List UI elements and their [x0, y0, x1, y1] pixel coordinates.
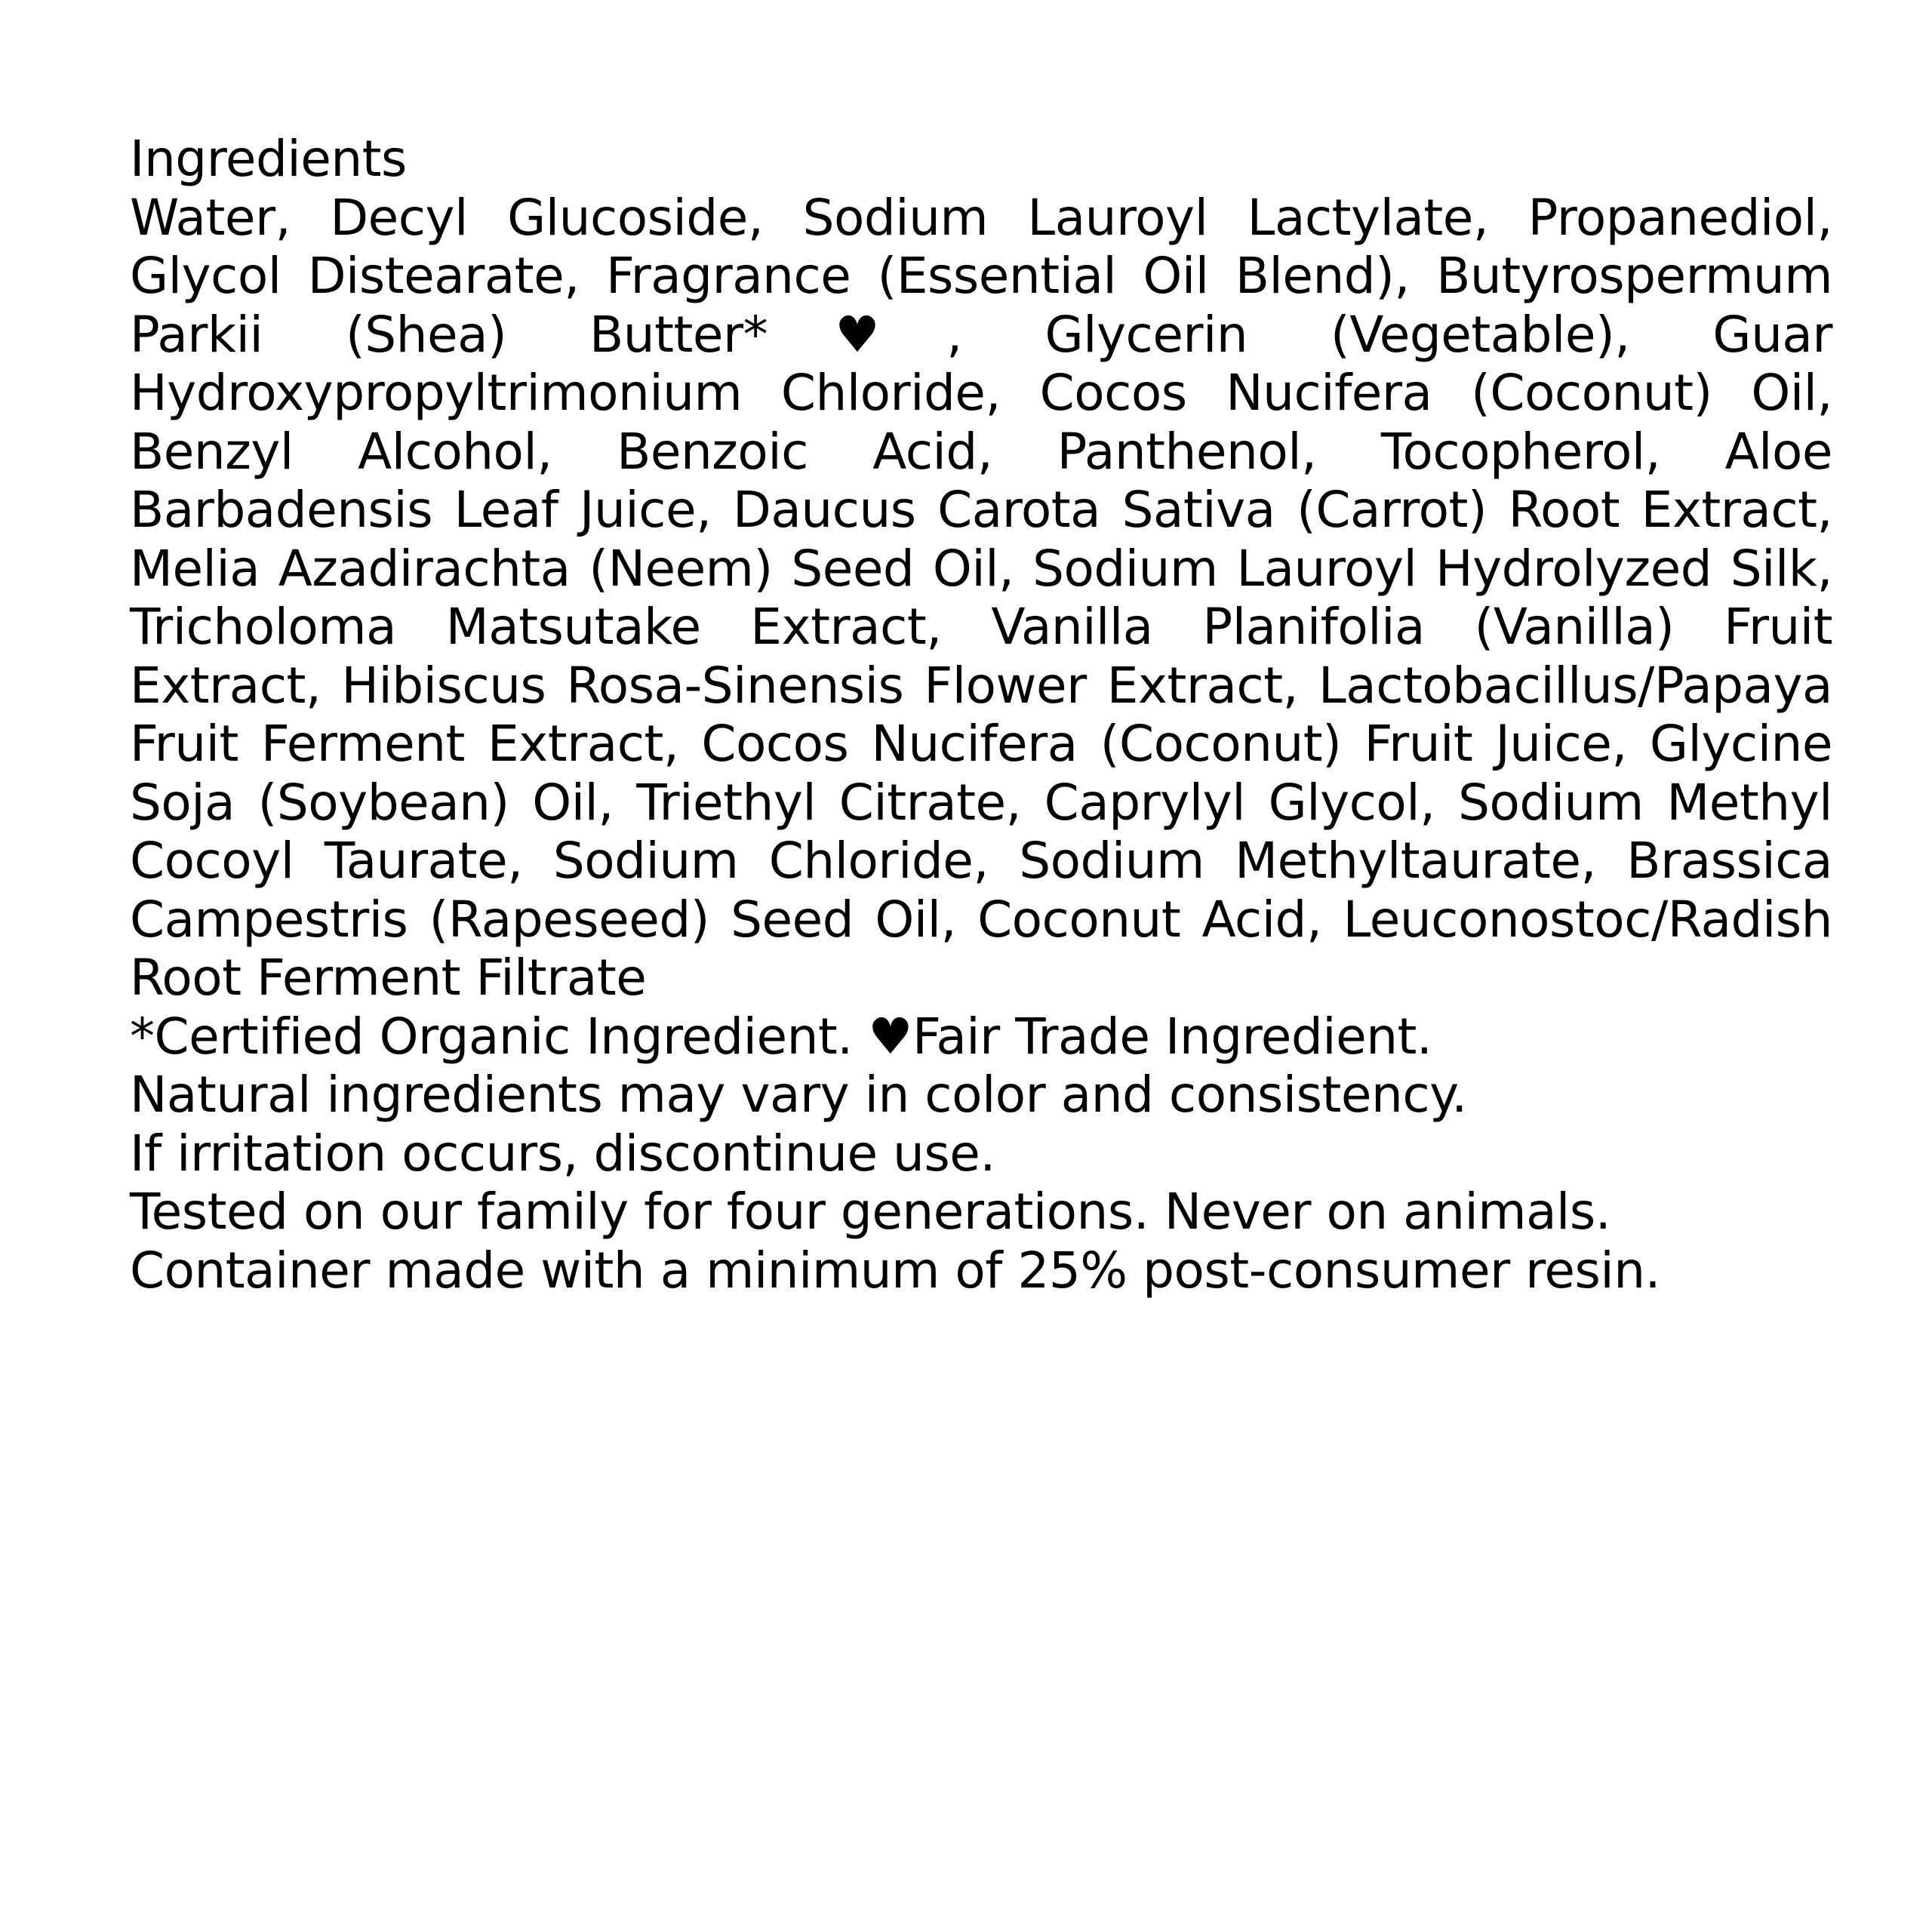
irritation-warning: If irritation occurs, discontinue use. [130, 1124, 995, 1183]
certification-note: *Certified Organic Ingredient. ♥Fair Trade Ingredient. [130, 1007, 1432, 1066]
testing-note: Tested on our family for four generations. Never on animals. [130, 1183, 1611, 1241]
ingredient-list: Water, Decyl Glucoside, Sodium Lauroyl Lactylate, Propanediol, Glycol Distearate, Fragrance (Essential Oil Blend), Butyrospermum Parkii (Shea) Butter*♥, Glycerin (Vegetable), Guar Hydroxypropyltrimonium Chloride, Cocos Nucifera (Coconut) Oil, Benzyl Alcohol, Benzoic Acid, Panthenol, Tocopherol, Aloe Barbadensis Leaf Juice, Daucus Carota Sativa (Carrot) Root Extract, Melia Azadirachta (Neem) Seed Oil, Sodium Lauroyl Hydrolyzed Silk, Tricholoma Matsutake Extract, Vanilla Planifolia (Vanilla) Fruit Extract, Hibiscus Rosa-Sinensis Flower Extract, Lactobacillus/Papaya Fruit Ferment Extract, Cocos Nucifera (Coconut) Fruit Juice, Glycine Soja (Soybean) Oil, Triethyl Citrate, Caprylyl Glycol, Sodium Methyl Cocoyl Taurate, Sodium Chloride, Sodium Methyltaurate, Brassica Campestris (Rapeseed) Seed Oil, Coconut Acid, Leuconostoc/Radish Root Ferment Filtrate [130, 188, 1832, 1007]
natural-variation-note: Natural ingredients may vary in color and consistency. [130, 1066, 1467, 1124]
ingredients-heading: Ingredients [130, 130, 407, 188]
ingredient-label [130, 130, 1832, 1300]
container-note: Container made with a minimum of 25% post-consumer resin. [130, 1241, 1661, 1300]
